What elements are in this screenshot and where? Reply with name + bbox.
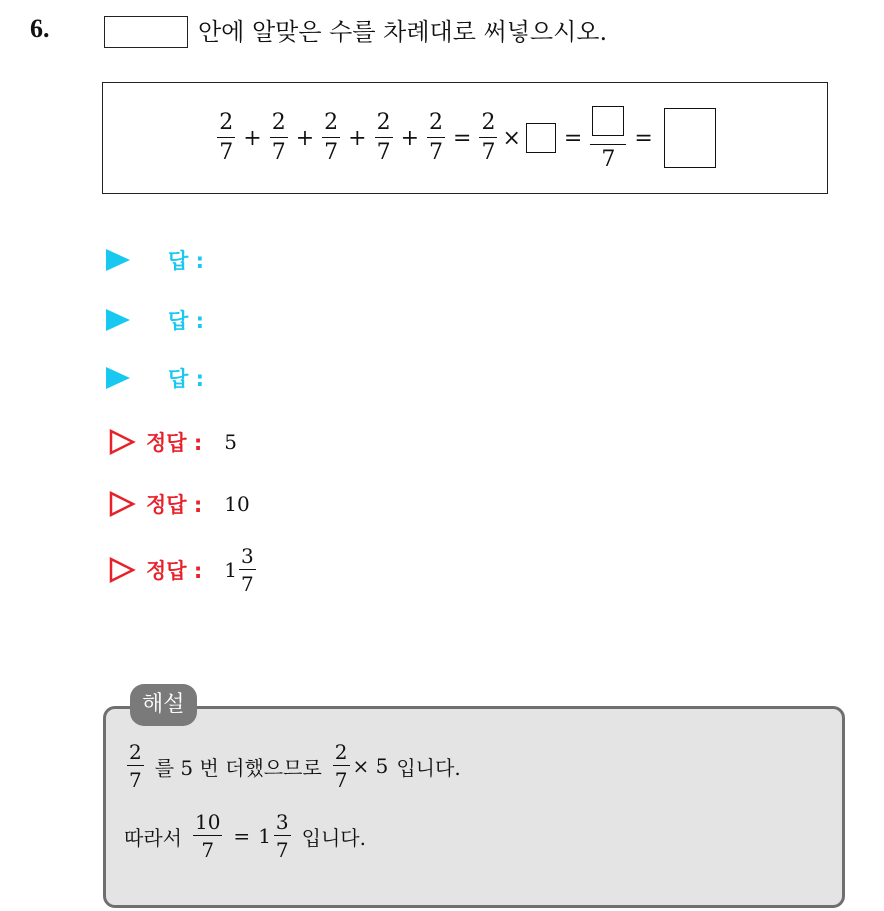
question-instruction: 안에 알맞은 수를 차례대로 써넣으시오. (198, 18, 608, 46)
arrow-right-icon (106, 367, 130, 389)
equation (103, 83, 827, 193)
arrow-right-icon (106, 249, 130, 271)
equals-sign: = (563, 125, 583, 151)
equals-sign: = (634, 125, 653, 151)
blank-numerator[interactable] (592, 106, 624, 136)
equation-box (102, 82, 828, 194)
explanation-line-2: 따라서 $\frac{10}{7}$ = 1 $\frac{3}{7}$ 입니다. (124, 810, 366, 862)
fraction-term: $\frac{2}{7}$ (271, 110, 286, 165)
solution-label: 정답 : (146, 559, 203, 583)
explanation-tag: 해설 (130, 684, 197, 726)
plus-sign: + (243, 125, 262, 151)
solution-mixed-number: 1 $\frac{3}{7}$ (224, 544, 254, 596)
fraction-term: $\frac{2}{7}$ (429, 110, 443, 165)
fraction-blank-numerator: 7 (590, 106, 626, 171)
answer-row-1 (106, 240, 204, 280)
plus-sign: + (348, 125, 367, 151)
solution-value: 5 (224, 430, 238, 454)
answer-row-3 (106, 358, 204, 398)
blank-box-sample (104, 16, 188, 48)
equals-sign: = (453, 125, 472, 151)
answer-label: 답 : (168, 367, 204, 391)
answer-row-2 (106, 300, 204, 340)
answer-label: 답 : (168, 309, 204, 333)
explanation-panel (103, 706, 845, 908)
triangle-outline-icon (108, 490, 136, 518)
arrow-right-icon (106, 309, 130, 331)
triangle-outline-icon (108, 428, 136, 456)
fraction-term: $\frac{2}{7}$ (219, 110, 234, 165)
plus-sign: + (400, 125, 419, 151)
plus-sign: + (295, 125, 315, 151)
solution-label: 정답 : (146, 493, 203, 517)
fraction-term: $\frac{2}{7}$ (376, 110, 391, 165)
solution-row-1 (108, 422, 237, 462)
fraction-term: $\frac{2}{7}$ (324, 110, 339, 165)
answer-label: 답 : (168, 249, 204, 273)
solution-row-3 (108, 544, 259, 596)
fraction-term: $\frac{2}{7}$ (481, 110, 496, 165)
blank-multiplier[interactable] (526, 123, 556, 153)
question-number: 6. (30, 14, 50, 43)
solution-row-2 (108, 484, 250, 524)
blank-result[interactable] (664, 108, 716, 168)
solution-value: 10 (224, 492, 250, 516)
triangle-outline-icon (108, 556, 136, 584)
times-sign: × (502, 125, 521, 151)
solution-label: 정답 : (146, 431, 203, 455)
explanation-line-1: $\frac{2}{7}$ 를 5 번 더했으므로 $\frac{2}{7}$ × 5 입니다. (129, 740, 461, 792)
